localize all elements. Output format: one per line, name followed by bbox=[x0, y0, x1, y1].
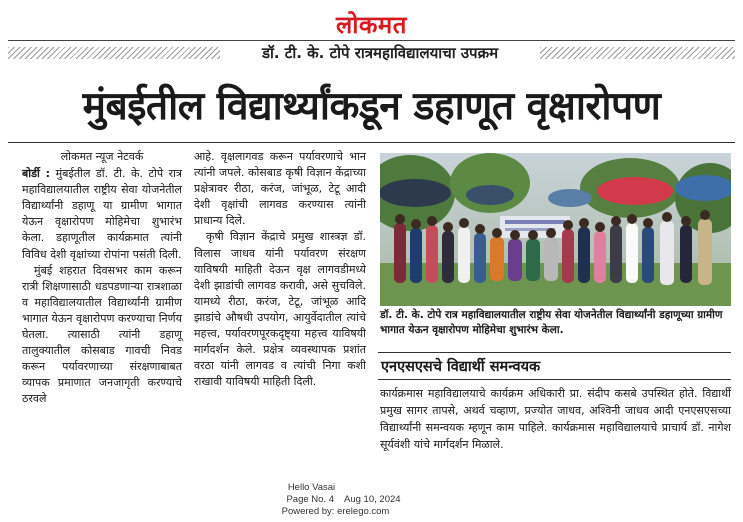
group-photo bbox=[380, 153, 731, 306]
headline-divider bbox=[8, 142, 735, 143]
sidebar-paragraph: कार्यक्रमास महाविद्यालयाचे कार्यक्रम अधिकारी प्रा. संदीप कसबे उपस्थित होते. विद्यार्थी प्रमुख सागर तापसे, अथर्व चव्हाण, प्रज्योत जाधव, अश्विनी जाधव आदी एनएसएसच्या विद्यार्थ्यांनी समन्वयक म्हणून काम पाहिले. कार्यक्रमास महाविद्यालयाचे प्राचार्य डॉ. नागेश सूर्यवंशी यांचे मार्गदर्शन मिळाले. bbox=[380, 387, 731, 451]
byline: लोकमत न्यूज नेटवर्क bbox=[60, 150, 144, 163]
article-column-1 bbox=[22, 149, 182, 408]
article-column-2 bbox=[194, 149, 366, 390]
photo-caption: डॉ. टी. के. टोपे रात्र महाविद्यालयातील राष्ट्रीय सेवा योजनेतील विद्यार्थ्यांनी डहाणूच्या ग्रामीण भागात येऊन वृक्षारोपण मोहिमेचा शुभारंभ केला. bbox=[380, 309, 723, 336]
newspaper-logo: लोकमत bbox=[336, 11, 407, 39]
footer-page-date: Page No. 4 Aug 10, 2024 bbox=[286, 494, 401, 505]
paragraph-1: मुंबईतील डॉ. टी. के. टोपे रात्र महाविद्यालयातील राष्ट्रीय सेवा योजनेतील विद्यार्थ्यांनी डहाणू या ग्रामीण भागात येऊन वृक्षारोपण मोहिमेचा शुभारंभ केला. डहाणूतील कार्यक्रमात त्यांनी विविध देशी वृक्षांच्या रोपांना पसंती दिली. bbox=[22, 167, 182, 261]
dateline: बोर्डी : bbox=[22, 167, 51, 181]
paragraph-3: आहे. वृक्षलागवड करून पर्यावरणाचे भान त्यांनी जपले. कोसबाड कृषी विज्ञान केंद्राच्या प्रक्षेत्रावर रीठा, करंज, जांभूळ, टेटू आदी देशी वृक्षांची लागवड करण्यास त्यांनी प्राधान्य दिले. bbox=[194, 150, 366, 228]
paragraph-2: मुंबई शहरात दिवसभर काम करून रात्री शिक्षणासाठी धडपडणाऱ्या रात्रशाळा व महाविद्यालयातील विद्यार्थ्यांनी ग्रामीण भागात येऊन वृक्षारोपण करण्याचा निर्णय घेतला. त्यासाठी त्यांनी डहाणू तालुक्यातील कोसबाड गावची निवड करून पर्यावरणाच्या संरक्षणाबाबत व्यापक प्रमाणात जनजागृती करण्याचे ठरवले bbox=[22, 263, 182, 406]
kicker-hatch-right bbox=[540, 47, 735, 59]
masthead-divider bbox=[8, 40, 735, 41]
group-photo-image bbox=[380, 153, 731, 306]
footer-powered-by: Powered by: erelego.com bbox=[281, 506, 390, 517]
paragraph-4: कृषी विज्ञान केंद्राचे प्रमुख शास्त्रज्ञ डॉ. विलास जाधव यांनी पर्यावरण संरक्षण याविषयी माहिती देऊन वृक्ष लागवडीमध्ये देशी झाडांची लागवड करावी, असे सुचविले. यामध्ये रीठा, करंज, टेटू, जांभूळ आदि झाडांचे औषधी उपयोग, आयुर्वेदातील त्यांचे महत्त्व, पर्यावरणपूरकदृष्ट्या महत्त्व याविषयी मार्गदर्शन केले. प्रक्षेत्र व्यवस्थापक प्रशांत वरठा यांनी लागवड व त्यांची निगा कशी राखावी याविषयी माहिती दिली. bbox=[194, 230, 366, 389]
kicker-hatch-left bbox=[8, 47, 220, 59]
lead-paragraph bbox=[22, 166, 182, 263]
headline: मुंबईतील विद्यार्थ्यांकडून डहाणूत वृक्षारोपण bbox=[82, 84, 661, 129]
kicker-line: डॉ. टी. के. टोपे रात्रमहाविद्यालयाचा उपक्रम bbox=[261, 44, 499, 62]
sidebar-heading-box bbox=[378, 352, 731, 380]
sidebar-heading: एनएसएसचे विद्यार्थी समन्वयक bbox=[381, 359, 541, 375]
footer-edition: Hello Vasai bbox=[287, 482, 336, 493]
